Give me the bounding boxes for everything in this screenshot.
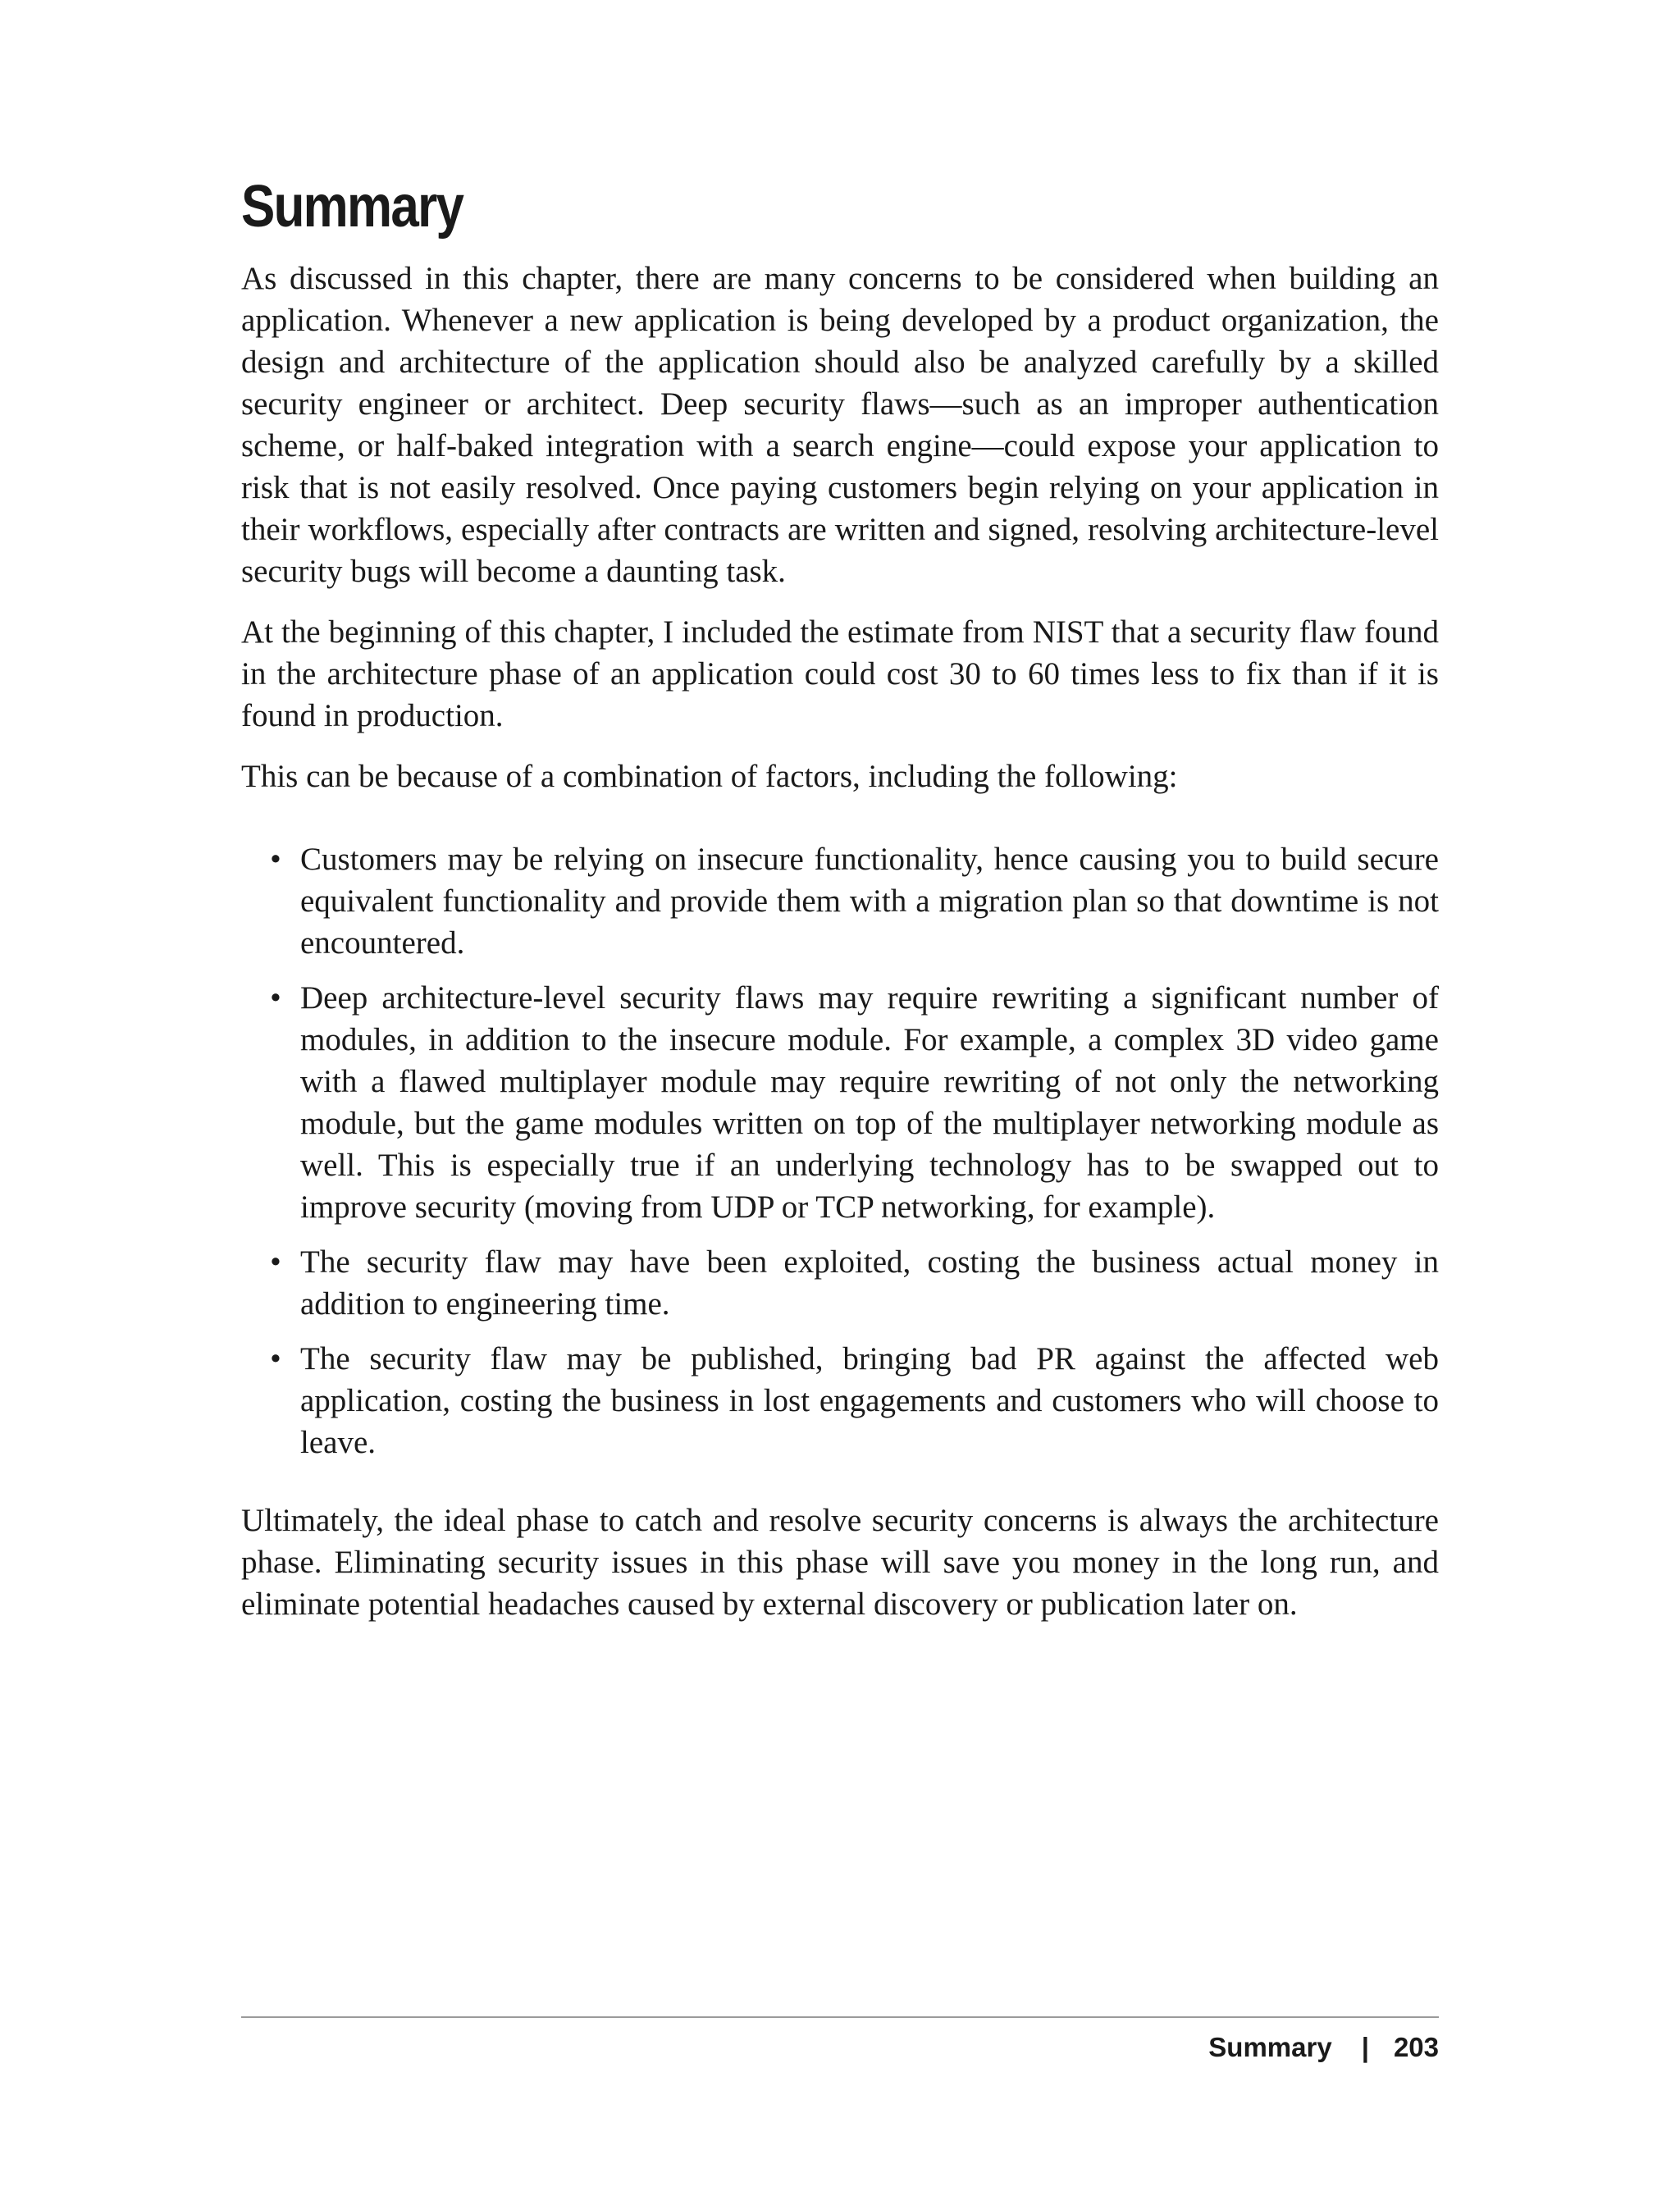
paragraph-intro: As discussed in this chapter, there are many concerns to be considered when building an application. Whenever a new application is being developed by a product organization, the design and architecture of the application should also be analyzed carefully by a skilled security engineer or architect. Deep security flaws—such as an improper authentication scheme, or half-baked integration with a search engine—could expose your application to risk that is not easily resolved. Once paying customers begin relying on your application in their workflows, especially after contracts are written and signed, resolving architecture-level security bugs will become a daunting task. bbox=[241, 261, 1439, 589]
list-item-text: Customers may be relying on insecure functionality, hence causing you to build secure equivalent functionality and provide them with a migration plan so that downtime is not encountered. bbox=[300, 842, 1439, 961]
list-item-text: The security flaw may be published, bringing bad PR against the affected web application, costing the business in lost engagements and customers who will choose to leave. bbox=[300, 1341, 1439, 1460]
list-item bbox=[270, 838, 1439, 964]
page-number: 203 bbox=[1393, 2032, 1439, 2062]
paragraph-closing: Ultimately, the ideal phase to catch and resolve security concerns is always the architecture phase. Eliminating security issues in this phase will save you money in the long run, and eliminate potential headaches caused by external discovery or publication later on. bbox=[241, 1503, 1439, 1622]
section-heading: Summary bbox=[241, 174, 463, 240]
page-footer bbox=[1208, 2029, 1439, 2066]
list-item bbox=[270, 1338, 1439, 1463]
list-item bbox=[270, 1241, 1439, 1325]
list-item bbox=[270, 977, 1439, 1228]
bullet-icon: • bbox=[270, 980, 281, 1016]
book-page bbox=[241, 0, 1439, 2205]
list-item-text: Deep architecture-level security flaws may require rewriting a significant number of modules, in addition to the insecure module. For example, a complex 3D video game with a flawed multiplayer module may require rewriting of not only the networking module, but the game modules written on top of the multiplayer networking module as well. This is especially true if an underlying technology has to be swapped out to improve security (moving from UDP or TCP networking, for example). bbox=[300, 980, 1439, 1225]
section-body bbox=[241, 258, 1439, 1644]
paragraph-nist-estimate: At the beginning of this chapter, I included the estimate from NIST that a security flaw found in the architecture phase of an application could cost 30 to 60 times less to fix than if it is found in production. bbox=[241, 614, 1439, 733]
list-item-text: The security flaw may have been exploited, costing the business actual money in addition to engineering time. bbox=[300, 1244, 1439, 1322]
footer-section-label: Summary bbox=[1208, 2032, 1332, 2062]
bullet-icon: • bbox=[270, 1341, 281, 1376]
factors-list bbox=[241, 838, 1439, 1463]
bullet-icon: • bbox=[270, 842, 281, 877]
paragraph-factors-lead: This can be because of a combination of factors, including the following: bbox=[241, 759, 1178, 794]
footer-separator: | bbox=[1361, 2032, 1369, 2062]
footer-divider bbox=[241, 2016, 1439, 2018]
bullet-icon: • bbox=[270, 1244, 281, 1280]
